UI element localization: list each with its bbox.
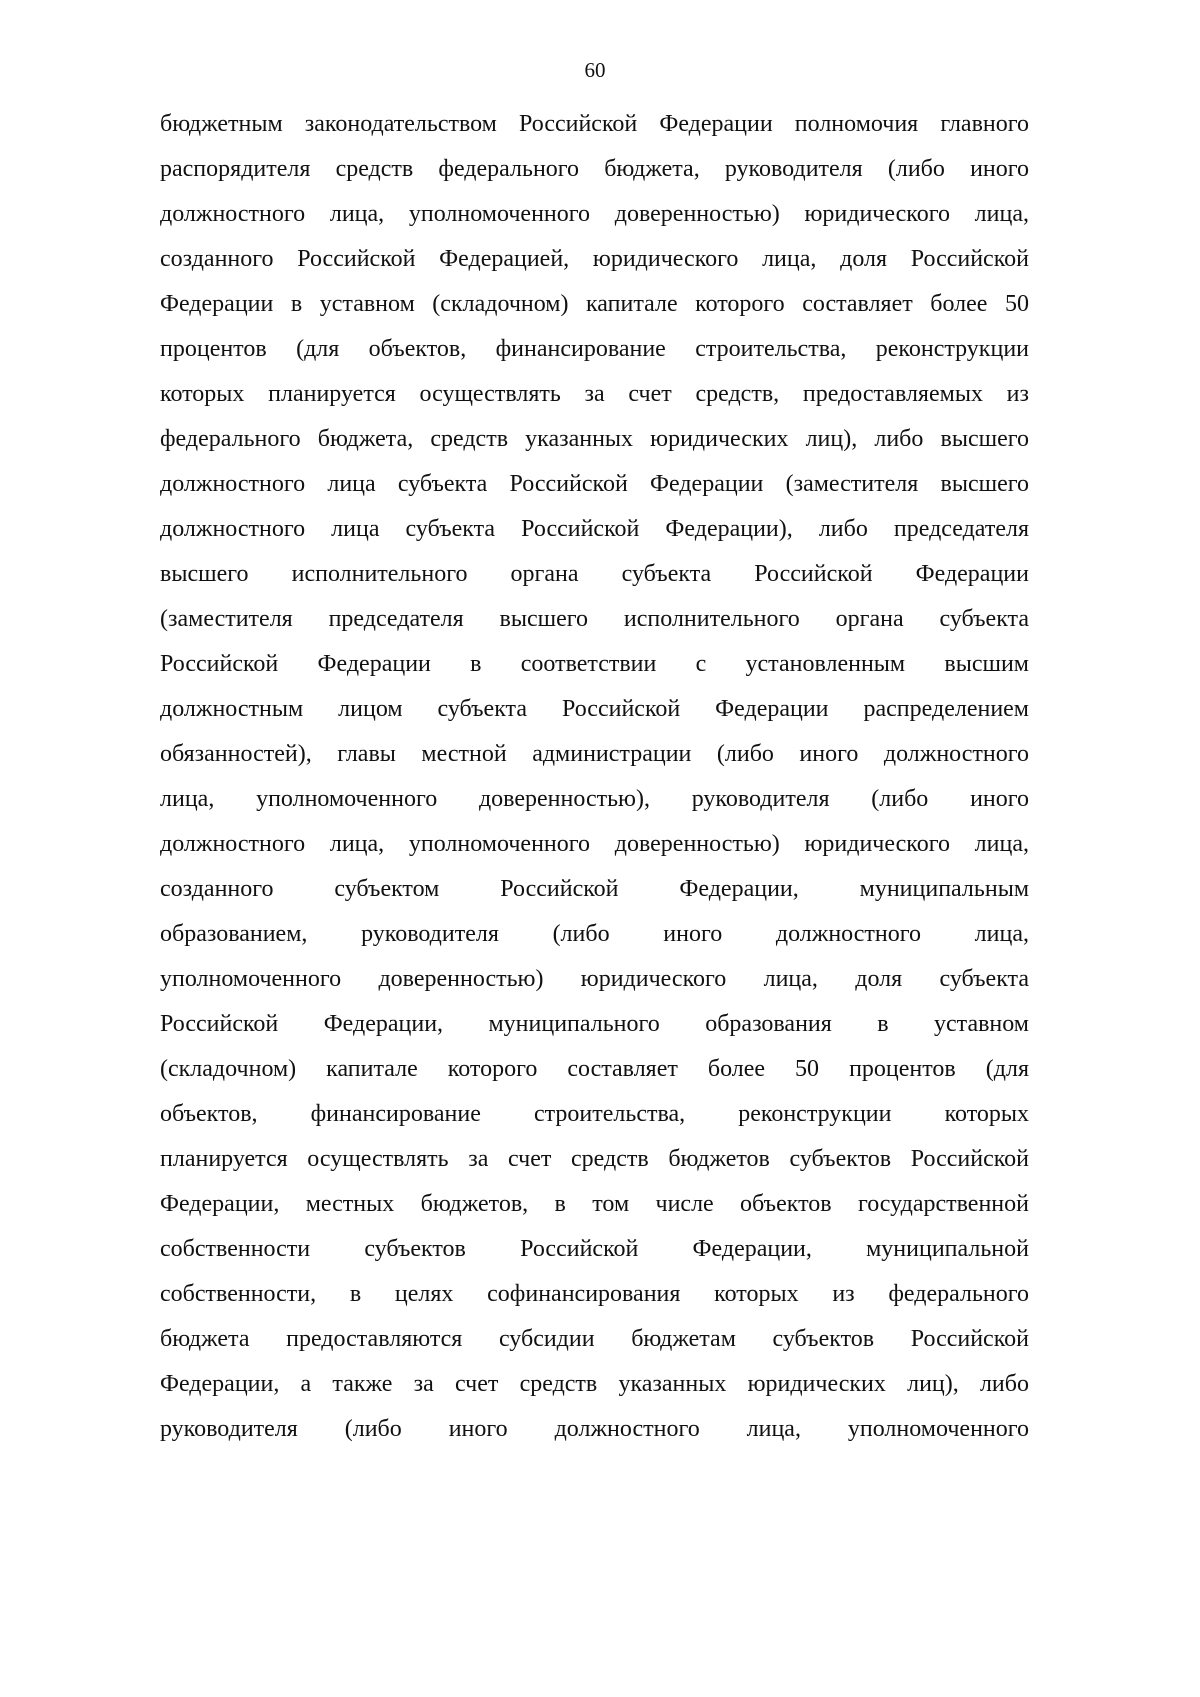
text-line: собственности, в целях софинансирования которых из федерального [160,1281,1029,1307]
text-line: объектов, финансирование строительства, реконструкции которых [160,1101,1029,1127]
text-line: Российской Федерации, муниципального образования в уставном [160,1011,1029,1037]
text-line: созданного Российской Федерацией, юридического лица, доля Российской [160,246,1029,272]
text-line: бюджетным законодательством Российской Федерации полномочия главного [160,111,1029,137]
text-line: собственности субъектов Российской Федерации, муниципальной [160,1236,1029,1262]
text-line: Федерации в уставном (складочном) капитале которого составляет более 50 [160,291,1029,317]
page-number: 60 [584,58,606,82]
text-line: уполномоченного доверенностью) юридического лица, доля субъекта [160,966,1029,992]
text-line: должностного лица, уполномоченного доверенностью) юридического лица, [160,201,1029,227]
text-line: образованием, руководителя (либо иного должностного лица, [160,921,1029,947]
text-line: должностным лицом субъекта Российской Федерации распределением [160,696,1029,722]
text-line: планируется осуществлять за счет средств бюджетов субъектов Российской [160,1146,1029,1172]
text-line: процентов (для объектов, финансирование строительства, реконструкции [160,336,1029,362]
text-line: федерального бюджета, средств указанных юридических лиц), либо высшего [160,426,1029,452]
text-line: должностного лица, уполномоченного доверенностью) юридического лица, [160,831,1029,857]
text-line: Федерации, местных бюджетов, в том числе объектов государственной [160,1191,1029,1217]
text-line: которых планируется осуществлять за счет средств, предоставляемых из [160,381,1029,407]
text-line: должностного лица субъекта Российской Федерации (заместителя высшего [160,471,1029,497]
text-line: Федерации, а также за счет средств указанных юридических лиц), либо [160,1371,1029,1397]
text-line: (заместителя председателя высшего исполнительного органа субъекта [160,606,1029,632]
text-line: созданного субъектом Российской Федерации, муниципальным [160,876,1029,902]
text-line: лица, уполномоченного доверенностью), руководителя (либо иного [160,786,1029,812]
text-line: обязанностей), главы местной администрации (либо иного должностного [160,741,1029,767]
text-line: высшего исполнительного органа субъекта Российской Федерации [160,561,1029,587]
text-line: Российской Федерации в соответствии с установленным высшим [160,651,1029,677]
text-line: бюджета предоставляются субсидии бюджетам субъектов Российской [160,1326,1029,1352]
body-text [160,102,1029,1452]
text-line: должностного лица субъекта Российской Федерации), либо председателя [160,516,1029,542]
text-line: руководителя (либо иного должностного лица, уполномоченного [160,1416,1029,1442]
text-line: распорядителя средств федерального бюджета, руководителя (либо иного [160,156,1029,182]
text-line: (складочном) капитале которого составляет более 50 процентов (для [160,1056,1029,1082]
